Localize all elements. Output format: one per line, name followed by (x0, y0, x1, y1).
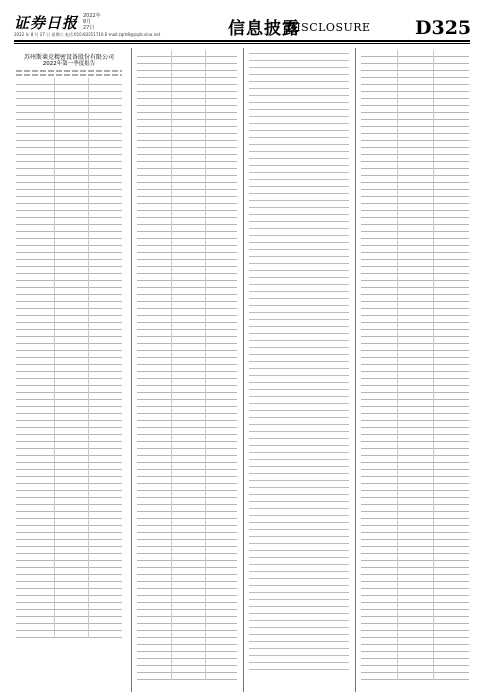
edition-line: 27日 (83, 25, 95, 31)
newspaper-logo: 证券日报 (14, 14, 79, 32)
header-rule-thin (14, 43, 470, 44)
report-title: 2022年第一季度报告 (42, 61, 96, 67)
financial-table (249, 50, 349, 670)
company-name: 苏州斯莱克精密设备股份有限公司 (23, 54, 114, 61)
edition-line: 8月 (83, 19, 92, 25)
column-divider (243, 48, 244, 692)
section-title-en: DISCLOSURE (287, 21, 371, 34)
edition-info (83, 13, 101, 31)
edition-line: 2022年 (83, 13, 101, 19)
column-divider (355, 48, 356, 692)
text-block (16, 70, 122, 72)
page-number: D325 (415, 17, 472, 39)
article-column-3 (249, 50, 349, 690)
article-column-1 (16, 50, 122, 690)
masthead (0, 0, 484, 42)
column-divider (131, 48, 132, 692)
article-column-4 (361, 50, 469, 690)
dateline: 2022 年 8 月 27 日 星期六 电话:010-83251716 E-mail:zqrb9@zqrb.sina.net (14, 32, 161, 37)
financial-table (16, 78, 122, 638)
financial-table (361, 50, 469, 680)
header-rule (14, 40, 470, 42)
article-column-2 (137, 50, 237, 690)
text-block (16, 74, 122, 76)
section-title: 信息披露 (228, 19, 300, 39)
financial-table (137, 50, 237, 680)
